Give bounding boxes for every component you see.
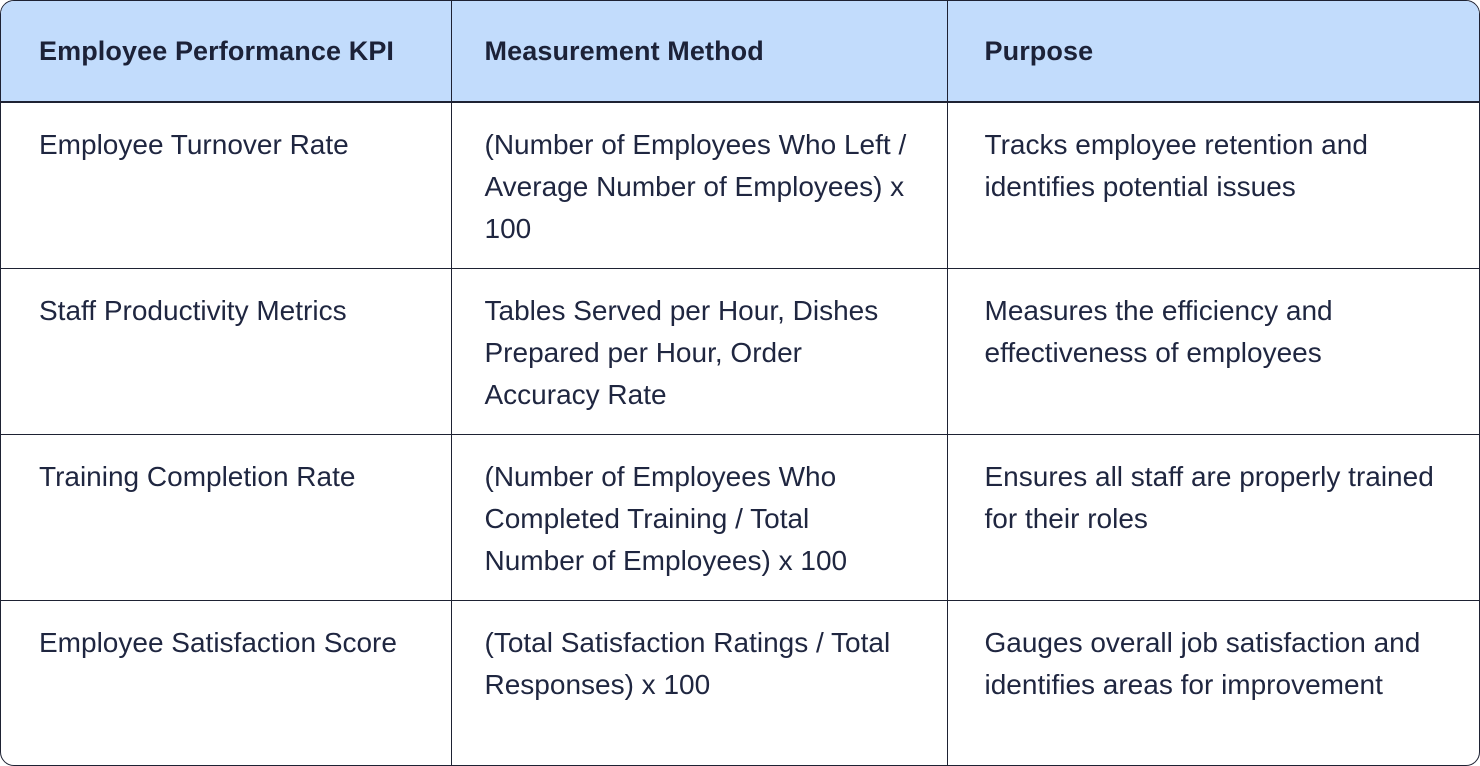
table-header: [1, 1, 1479, 102]
table-row: [1, 600, 1479, 766]
method-cell: (Number of Employees Who Left / Average Number of Employees) x 100: [451, 102, 947, 268]
table-row: [1, 434, 1479, 600]
column-header-kpi: Employee Performance KPI: [1, 1, 451, 102]
column-header-measurement-method: Measurement Method: [451, 1, 947, 102]
method-cell: (Number of Employees Who Completed Training / Total Number of Employees) x 100: [451, 434, 947, 600]
kpi-cell: Training Completion Rate: [1, 434, 451, 600]
kpi-cell: Staff Productivity Metrics: [1, 268, 451, 434]
purpose-cell: Measures the efficiency and effectiveness of employees: [947, 268, 1479, 434]
kpi-cell: Employee Turnover Rate: [1, 102, 451, 268]
kpi-table: [1, 1, 1479, 766]
purpose-cell: Ensures all staff are properly trained for their roles: [947, 434, 1479, 600]
header-row: [1, 1, 1479, 102]
kpi-cell: Employee Satisfaction Score: [1, 600, 451, 766]
purpose-cell: Gauges overall job satisfaction and identifies areas for improvement: [984, 626, 1421, 700]
purpose-cell: Tracks employee retention and identifies potential issues: [947, 102, 1479, 268]
method-cell: Tables Served per Hour, Dishes Prepared per Hour, Order Accuracy Rate: [451, 268, 947, 434]
column-header-purpose: Purpose: [947, 1, 1479, 102]
table-row: [1, 268, 1479, 434]
table-body: [1, 102, 1479, 766]
method-cell: (Total Satisfaction Ratings / Total Responses) x 100: [451, 600, 947, 766]
table-row: [1, 102, 1479, 268]
